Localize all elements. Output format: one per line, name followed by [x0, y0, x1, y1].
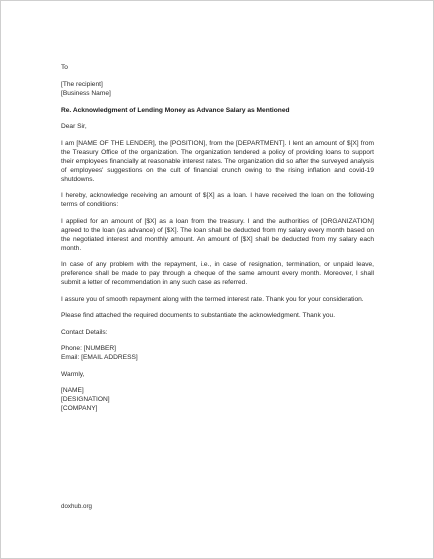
- paragraph-assurance: I assure you of smooth repayment along with the termed interest rate. Thank you for your consideration.: [61, 295, 364, 303]
- paragraph-attachments: Please find attached the required documents to substantiate the acknowledgment. Thank you.: [61, 312, 336, 319]
- letter-body: [61, 63, 374, 421]
- footer-site: doxhub.org: [61, 503, 92, 510]
- phone-line: Phone: [NUMBER]: [61, 345, 116, 352]
- signature-block: [61, 386, 374, 413]
- closing: Warmly,: [61, 370, 85, 378]
- recipient-block: [61, 63, 374, 98]
- subject-line: Re. Acknowledgment of Lending Money as Advance Salary as Mentioned: [61, 106, 290, 114]
- sender-designation: [DESIGNATION]: [61, 396, 110, 403]
- paragraph-loan-terms: I applied for an amount of [$X] as a loan from the treasury. I and the authorities of [ORGANIZATION] agreed to the loan (as advance) of [$X]. The loan shall be deducted from my salary every month based on the negotiated interest and monthly amount. An amount of [$X] shall be deducted from my salary each month.: [61, 217, 374, 252]
- to-label: To: [61, 64, 68, 71]
- business-name: [Business Name]: [61, 90, 111, 97]
- paragraph-intro: I am [NAME OF THE LENDER], the [POSITION], from the [DEPARTMENT]. I lent an amount of $[X] from the Treasury Office of the organization. The organization tendered a policy of providing loans to support their employees financially at reasonable interest rates. The organization did so after the surveyed analysis of employees' suggestions on the cult of financial crunch owing to the rising inflation and covid-19 shutdowns.: [61, 139, 374, 183]
- paragraph-repayment-problem: In case of any problem with the repayment, i.e., in case of resignation, termination, or unpaid leave, preference shall be made to pay through a cheque of the same amount every month. Moreover, I shall submit a letter of recommendation in any such case as referred.: [61, 261, 374, 286]
- email-line: Email: [EMAIL ADDRESS]: [61, 354, 138, 361]
- sender-company: [COMPANY]: [61, 405, 98, 412]
- sender-name: [NAME]: [61, 387, 84, 394]
- paragraph-acknowledgment: I hereby, acknowledge receiving an amount of $[X] as a loan. I have received the loan on the following terms of conditions:: [61, 192, 374, 208]
- salutation: Dear Sir,: [61, 123, 87, 130]
- recipient-name: [The recipient]: [61, 81, 103, 88]
- contact-details: [61, 344, 374, 362]
- contact-heading: Contact Details:: [61, 328, 108, 336]
